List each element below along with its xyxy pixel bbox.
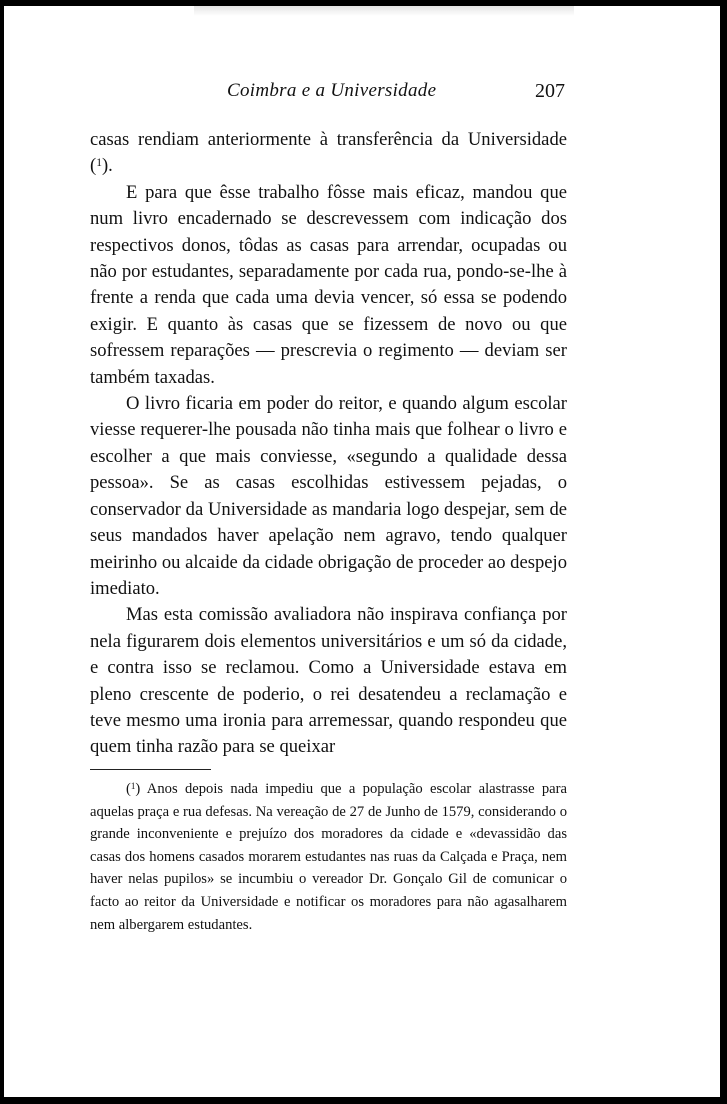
paragraph-1-text: casas rendiam anteriormente à transferência da Universidade ( bbox=[90, 129, 567, 177]
footnote-divider bbox=[90, 769, 211, 770]
paragraph-1 bbox=[90, 127, 567, 180]
body-text bbox=[90, 127, 567, 761]
footnote-text: Anos depois nada impediu que a população escolar alastrasse para aquelas praça e rua defesas. Na vereação de 27 de Junho de 1579, considerando o grande inconveniente e prejuízo dos moradores da cidade e «devassidão das casas dos homens casados morarem estudantes nas ruas da Calçada e Praça, nem haver nelas pupilos» se incumbiu o vereador Dr. Gonçalo Gil de comunicar o facto ao reitor da Universidade e notificar os moradores para não agasalharem nem albergarem estudantes. bbox=[90, 781, 567, 933]
paragraph-4: Mas esta comissão avaliadora não inspirava confiança por nela figurarem dois elementos universitários e um só da cidade, e contra isso se reclamou. Como a Universidade estava em pleno crescente de poderio, o rei desatendeu a reclamação e teve mesmo uma ironia para arremessar, quando respondeu que quem tinha razão para se queixar bbox=[90, 604, 567, 758]
footnote-reference: 1 bbox=[96, 157, 102, 170]
running-title: Coimbra e a Universidade bbox=[227, 80, 437, 101]
paragraph-2: E para que êsse trabalho fôsse mais eficaz, mandou que num livro encadernado se descrevessem com indicação dos respectivos donos, tôdas as casas para arrendar, ocupadas ou não por estudantes, separadamente por cada rua, pondo-se-lhe à frente a renda que cada uma devia vencer, só essa se podendo exigir. E quanto às casas que se fizessem de novo ou que sofressem reparações — prescrevia o regimento — deviam ser também taxadas. bbox=[90, 181, 567, 388]
footnote-mark: 1 bbox=[130, 780, 136, 791]
footnote bbox=[90, 778, 567, 936]
page-number: 207 bbox=[535, 80, 565, 102]
book-page bbox=[4, 6, 720, 1097]
page-header bbox=[4, 80, 720, 114]
paragraph-1-end: ). bbox=[101, 155, 113, 177]
paragraph-3: O livro ficaria em poder do reitor, e quando algum escolar viesse requerer-lhe pousada não tinha mais que folhear o livro e escolher a que mais conviesse, «segundo a qualidade dessa pessoa». Se as casas escolhidas estivessem pejadas, o conservador da Universidade as mandaria logo despejar, sem de seus mandados haver apelação nem agravo, tendo qualquer meirinho ou alcaide da cidade obrigação de proceder ao despejo imediato. bbox=[90, 393, 567, 599]
footnote-mark-open: ( bbox=[126, 781, 131, 797]
footnote-mark-close: ) bbox=[135, 781, 141, 797]
